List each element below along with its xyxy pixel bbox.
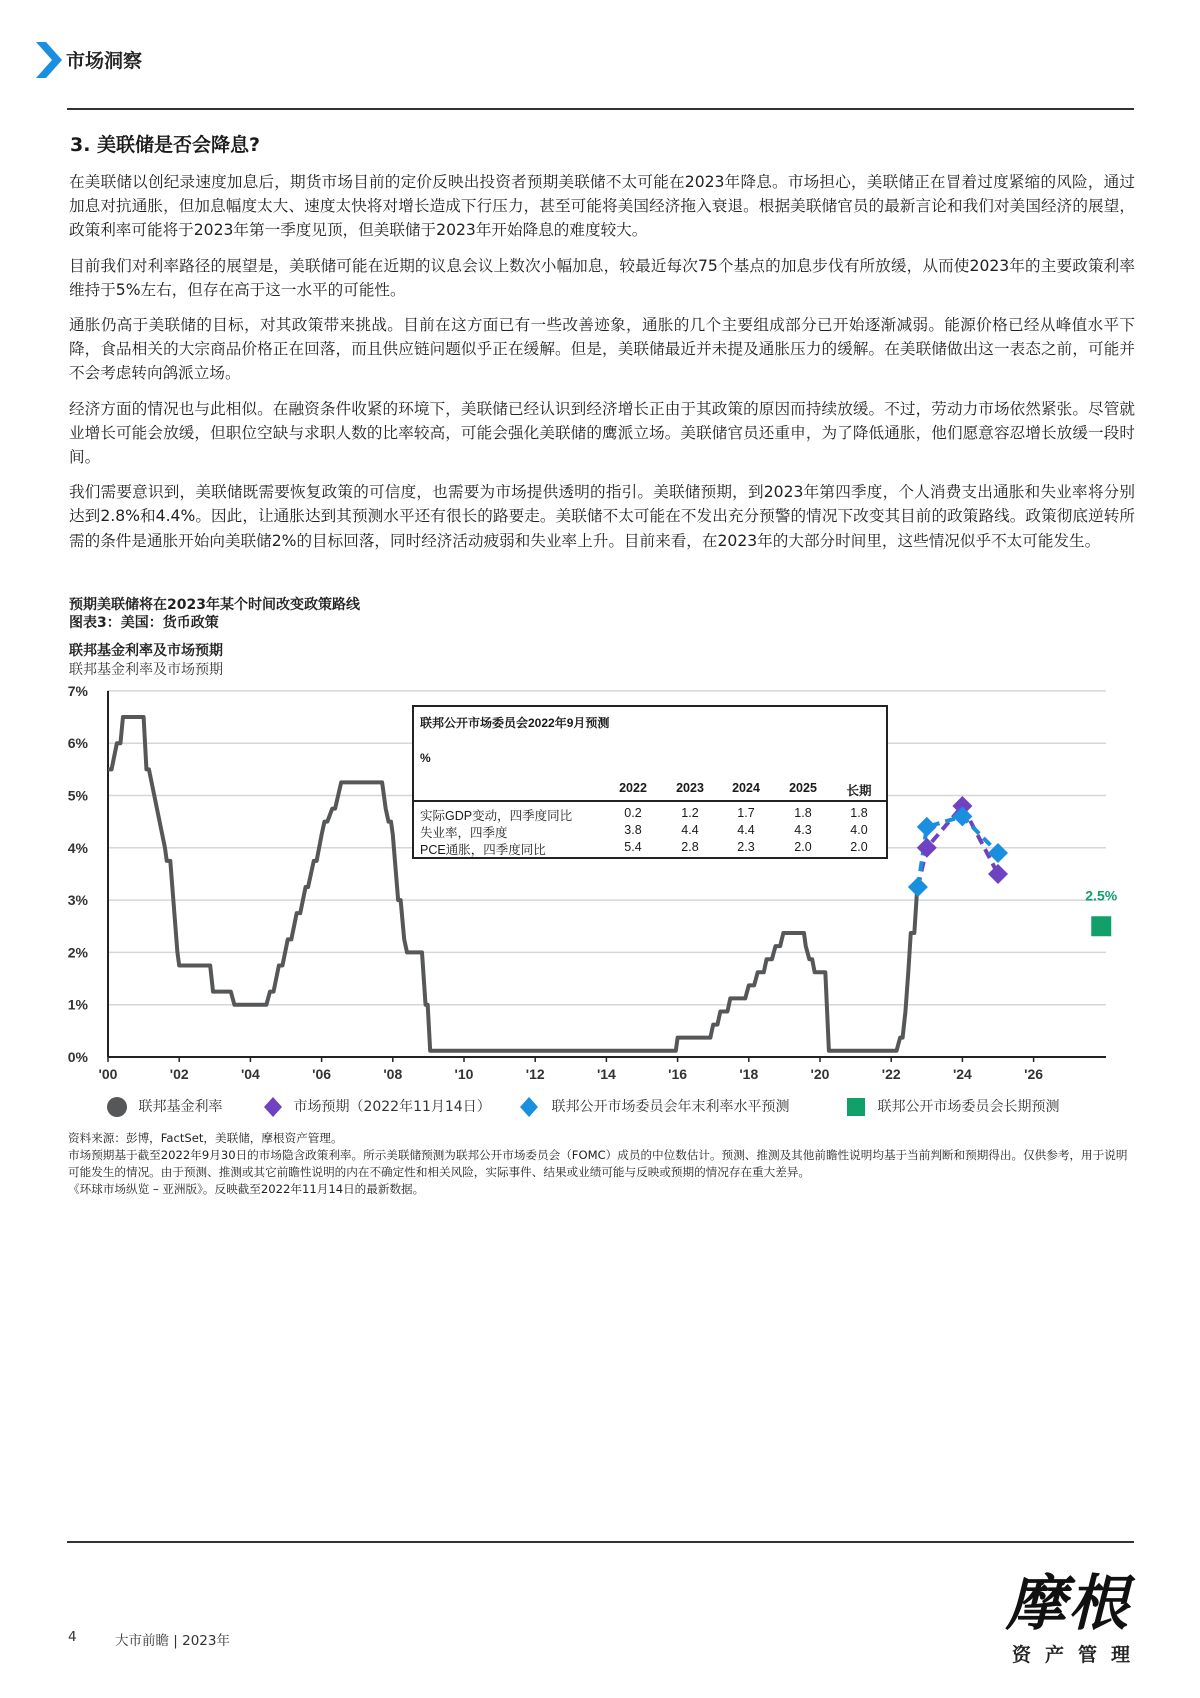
row-label: PCE通胀，四季度同比 [420, 843, 546, 857]
article-body [69, 170, 1135, 564]
square-marker-icon [847, 1097, 865, 1117]
column-header: 长期 [846, 784, 872, 798]
fomc-projection-table [412, 705, 888, 859]
x-tick-label: '20 [810, 1066, 830, 1082]
column-header: 2025 [789, 781, 817, 795]
header-divider [67, 108, 1134, 110]
x-tick-label: '12 [525, 1066, 545, 1082]
footer-divider [67, 1541, 1134, 1543]
legend-label: 市场预期（2022年11月14日） [293, 1099, 491, 1115]
figure-headline: 预期美联储将在2023年某个时间改变政策路线 [69, 597, 360, 613]
legend-item-fomc-year-end [519, 1096, 789, 1118]
cell: 4.4 [737, 823, 755, 837]
cell: 1.8 [794, 806, 812, 820]
section-title: 市场洞察 [66, 50, 143, 72]
x-tick-label: '08 [383, 1066, 403, 1082]
market-expectation-point [988, 864, 1008, 884]
figure-label: 图表3：美国：货币政策 [69, 615, 219, 631]
circle-marker-icon [106, 1097, 128, 1117]
company-logo-subtitle: 资产管理 [1012, 1644, 1145, 1666]
legend-label: 联邦公开市场委员会年末利率水平预测 [551, 1099, 790, 1115]
y-tick-label: 7% [67, 682, 88, 699]
cell: 1.2 [681, 806, 699, 820]
footnote-disclaimer: 市场预期基于截至2022年9月30日的市场隐含政策利率。所示美联储预测为联邦公开市场委员会（FOMC）成员的中位数估计。预测、推测及其他前瞻性说明均基于当前判断和预期得出。仅供参考，用于说明可能发生的情况。由于预测、推测或其它前瞻性说明的内在不确定性和相关风险，实际事件、结果或业绩可能与反映或预期的情况存在重大差异。 [68, 1148, 1128, 1179]
paragraph: 通胀仍高于美联储的目标，对其政策带来挑战。目前在这方面已有一些改善迹象，通胀的几个主要组成部分已开始逐渐减弱。能源价格已经从峰值水平下降，食品相关的大宗商品价格正在回落，而且供应链问题似乎正在缓解。但是，美联储最近并未提及通胀压力的缓解。在美联储做出这一表态之前，可能并不会考虑转向鸽派立场。 [69, 316, 1135, 383]
table-divider [414, 800, 886, 802]
fomc-projection-point [988, 843, 1008, 863]
row-label: 实际GDP变动，四季度同比 [420, 809, 573, 823]
x-tick-label: '24 [952, 1066, 972, 1082]
cell: 0.2 [624, 806, 642, 820]
table-unit: % [420, 751, 431, 765]
diamond-marker-icon [519, 1096, 539, 1118]
x-tick-label: '22 [881, 1066, 901, 1082]
legend-label: 联邦公开市场委员会长期预测 [877, 1099, 1060, 1115]
paragraph: 我们需要意识到，美联储既需要恢复政策的可信度，也需要为市场提供透明的指引。美联储预期，到2023年第四季度，个人消费支出通胀和失业率将分别达到2.8%和4.4%。因此，让通胀达到其预测水平还有很长的路要走。美联储不太可能在不发出充分预警的情况下改变其目前的政策路线。政策彻底逆转所需的条件是通胀开始向美联储2%的目标回落，同时经济活动疲弱和失业率上升。目前来看，在2023年的大部分时间里，这些情况似乎不太可能发生。 [69, 483, 1135, 550]
paragraph: 经济方面的情况也与此相似。在融资条件收紧的环境下，美联储已经认识到经济增长正由于其政策的原因而持续放缓。不过，劳动力市场依然紧张。尽管就业增长可能会放缓，但职位空缺与求职人数的比率较高，可能会强化美联储的鹰派立场。美联储官员还重申，为了降低通胀，他们愿意容忍增长放缓一段时间。 [69, 399, 1135, 467]
x-tick-label: '14 [596, 1066, 616, 1082]
cell: 5.4 [624, 840, 642, 854]
y-tick-label: 4% [67, 839, 88, 856]
cell: 4.4 [681, 823, 699, 837]
cell: 2.8 [681, 840, 699, 854]
y-tick-label: 3% [67, 892, 88, 909]
page-number: 4 [68, 1629, 77, 1645]
x-tick-label: '18 [739, 1066, 759, 1082]
footnote-source: 资料来源：彭博，FactSet，美联储，摩根资产管理。 [68, 1131, 343, 1145]
column-header: 2024 [732, 781, 760, 795]
fomc-long-run-point [1091, 916, 1111, 936]
footnotes [68, 1130, 1134, 1198]
cell: 4.3 [794, 823, 812, 837]
x-tick-label: '26 [1024, 1066, 1044, 1082]
x-tick-label: '06 [312, 1066, 332, 1082]
cell: 2.0 [850, 840, 868, 854]
cell: 1.7 [737, 806, 755, 820]
cell: 2.3 [737, 840, 755, 854]
cell: 3.8 [624, 823, 642, 837]
y-tick-label: 0% [67, 1049, 88, 1065]
fomc-projection-point [917, 817, 937, 837]
row-label: 失业率，四季度 [420, 826, 508, 840]
article-heading: 3. 美联储是否会降息? [70, 134, 261, 156]
paragraph: 在美联储以创纪录速度加息后，期货市场目前的定价反映出投资者预期美联储不太可能在2023年降息。市场担心，美联储正在冒着过度紧缩的风险，通过加息对抗通胀，但加息幅度太大、速度太快将对增长造成下行压力，甚至可能将美国经济拖入衰退。根据美联储官员的最新言论和我们对美国经济的展望，政策利率可能将于2023年第一季度见顶，但美联储于2023年开始降息的难度较大。 [69, 173, 1135, 240]
fomc-projection-point [908, 877, 928, 897]
column-header: 2023 [676, 781, 704, 795]
cell: 4.0 [850, 823, 868, 837]
cell: 1.8 [850, 806, 868, 820]
legend-label: 联邦基金利率 [138, 1099, 223, 1115]
x-tick-label: '04 [240, 1066, 260, 1082]
y-tick-label: 6% [67, 735, 88, 752]
x-tick-label: '00 [98, 1066, 118, 1082]
legend-item-fomc-long-run [847, 1096, 1059, 1117]
x-tick-label: '10 [454, 1066, 474, 1082]
cell: 2.0 [794, 840, 812, 854]
legend-item-market-expectation [263, 1096, 491, 1118]
column-header: 2022 [619, 781, 647, 795]
chart-subtitle: 联邦基金利率及市场预期 [69, 662, 223, 678]
publication-name: 大市前瞻 | 2023年 [115, 1633, 230, 1649]
x-tick-label: '02 [169, 1066, 189, 1082]
y-tick-label: 2% [67, 944, 88, 961]
x-tick-label: '16 [668, 1066, 688, 1082]
y-tick-label: 5% [67, 787, 88, 804]
paragraph: 目前我们对利率路径的展望是，美联储可能在近期的议息会议上数次小幅加息，较最近每次75个基点的加息步伐有所放缓，从而使2023年的主要政策利率维持于5%左右，但存在高于这一水平的可能性。 [69, 256, 1135, 299]
company-logo: 摩根 [1006, 1569, 1130, 1639]
diamond-marker-icon [263, 1096, 283, 1118]
y-tick-label: 1% [67, 996, 88, 1013]
footnote-guide: 《环球市场纵览 – 亚洲版》。反映截至2022年11月14日的最新数据。 [68, 1182, 425, 1196]
legend-item-fed-funds [106, 1096, 222, 1117]
data-label: 2.5% [1085, 887, 1118, 904]
table-title: 联邦公开市场委员会2022年9月预测 [420, 716, 610, 730]
chevron-right-icon [36, 42, 62, 78]
chart-title: 联邦基金利率及市场预期 [69, 643, 223, 659]
